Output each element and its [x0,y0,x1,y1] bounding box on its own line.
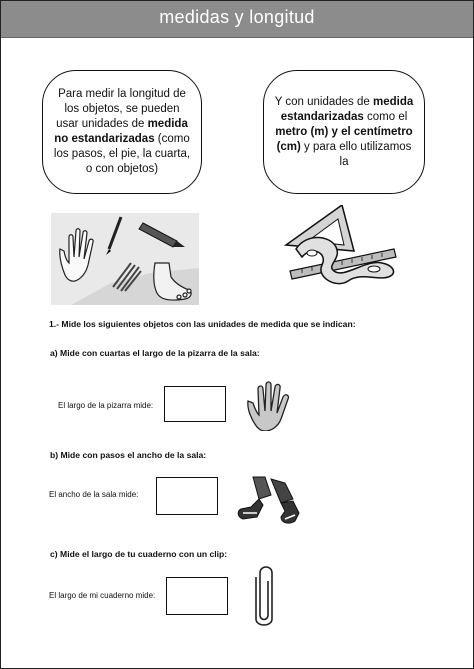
intro-bubble-standard [263,70,425,194]
footsteps-icon [235,473,303,525]
question-b: b) Mide con pasos el ancho de la sala: [50,450,207,460]
exercise-instruction: 1.- Mide los siguientes objetos con las unidades de medida que se indican: [49,319,356,329]
intro-bubble-non-standard [42,70,202,194]
answer-box-b[interactable] [156,477,218,515]
answer-label-c: El largo de mi cuaderno mide: [49,591,156,600]
standard-units-illustration [282,205,402,287]
answer-label-b: El ancho de la sala mide: [49,490,139,499]
hand-icon [245,379,301,431]
header-bar [1,1,473,38]
question-c: c) Mide el largo de tu cuaderno con un clip: [50,549,228,559]
page-title: medidas y longitud [159,7,315,27]
intro-bubble-standard-text: Y con unidades de medida estandarizadas como el metro (m) y el centímetro (cm) y para ello utilizamos la [274,95,414,168]
intro-bubble-non-standard-text: Para medir la longitud de los objetos, se pueden usar unidades de medida no estandarizadas (como los pasos, el pie, la cuarta, o con objetos) [53,88,191,175]
answer-box-c[interactable] [166,577,228,615]
non-standard-units-illustration [51,213,199,305]
answer-label-a: El largo de la pizarra mide: [58,401,154,410]
question-a: a) Mide con cuartas el largo de la pizarra de la sala: [50,348,260,358]
answer-box-a[interactable] [164,386,226,422]
paperclip-icon [253,563,275,627]
